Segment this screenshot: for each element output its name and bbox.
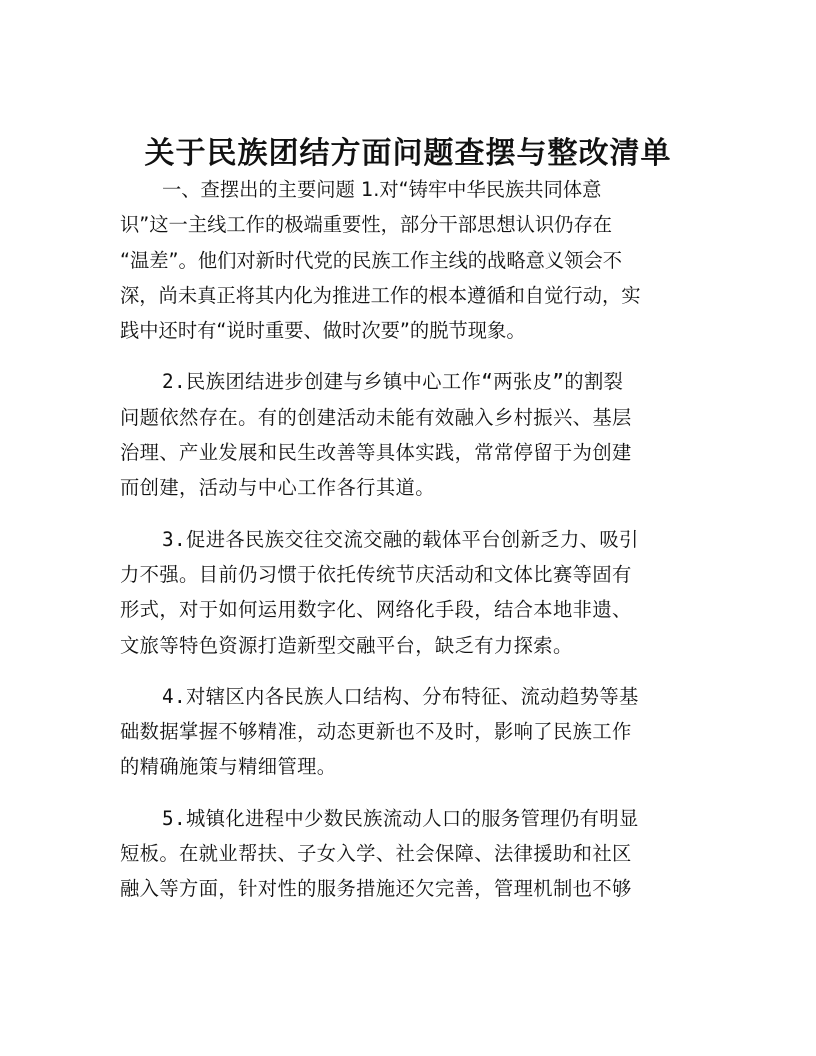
- paragraph-problem-5: [120, 801, 700, 907]
- text-line: 形式，对于如何运用数字化、网络化手段，结合本地非遗、: [120, 598, 632, 622]
- text-line: 5.城镇化进程中少数民族流动人口的服务管理仍有明显: [162, 806, 639, 830]
- text-line: 3.促进各民族交往交流交融的载体平台创新乏力、吸引: [162, 527, 639, 551]
- text-line: 础数据掌握不够精准，动态更新也不及时，影响了民族工作: [120, 720, 632, 744]
- page-title: 关于民族团结方面问题查摆与整改清单: [144, 136, 672, 172]
- paragraph-problem-3: [120, 522, 700, 663]
- paragraph-problem-2: [120, 364, 700, 505]
- paragraph-problem-4: [120, 679, 700, 785]
- text-line: 4.对辖区内各民族人口结构、分布特征、流动趋势等基: [162, 684, 639, 708]
- text-line: 力不强。目前仍习惯于依托传统节庆活动和文体比赛等固有: [120, 562, 632, 586]
- document-body: [120, 172, 700, 907]
- text-line: 短板。在就业帮扶、子女入学、社会保障、法律援助和社区: [120, 842, 632, 866]
- text-line: 识”这一主线工作的极端重要性，部分干部思想认识仍存在: [120, 213, 613, 237]
- text-line: 深，尚未真正将其内化为推进工作的根本遵循和自觉行动，实: [120, 283, 641, 307]
- text-line: 治理、产业发展和民生改善等具体实践，常常停留于为创建: [120, 441, 632, 465]
- text-line: 一、查摆出的主要问题 1.对“铸牢中华民族共同体意: [162, 178, 602, 201]
- text-line: 文旅等特色资源打造新型交融平台，缺乏有力探索。: [120, 633, 573, 657]
- paragraph-problem-1: [120, 172, 700, 348]
- text-line: 而创建，活动与中心工作各行其道。: [120, 476, 435, 500]
- text-line: 践中还时有“说时重要、做时次要”的脱节现象。: [120, 319, 526, 343]
- text-line: 2.民族团结进步创建与乡镇中心工作“两张皮”的割裂: [162, 370, 624, 394]
- text-line: 融入等方面，针对性的服务措施还欠完善，管理机制也不够: [120, 877, 632, 901]
- text-line: 的精确施策与精细管理。: [120, 755, 337, 779]
- text-line: 问题依然存在。有的创建活动未能有效融入乡村振兴、基层: [120, 405, 632, 429]
- text-line: “温差”。他们对新时代党的民族工作主线的战略意义领会不: [120, 248, 623, 272]
